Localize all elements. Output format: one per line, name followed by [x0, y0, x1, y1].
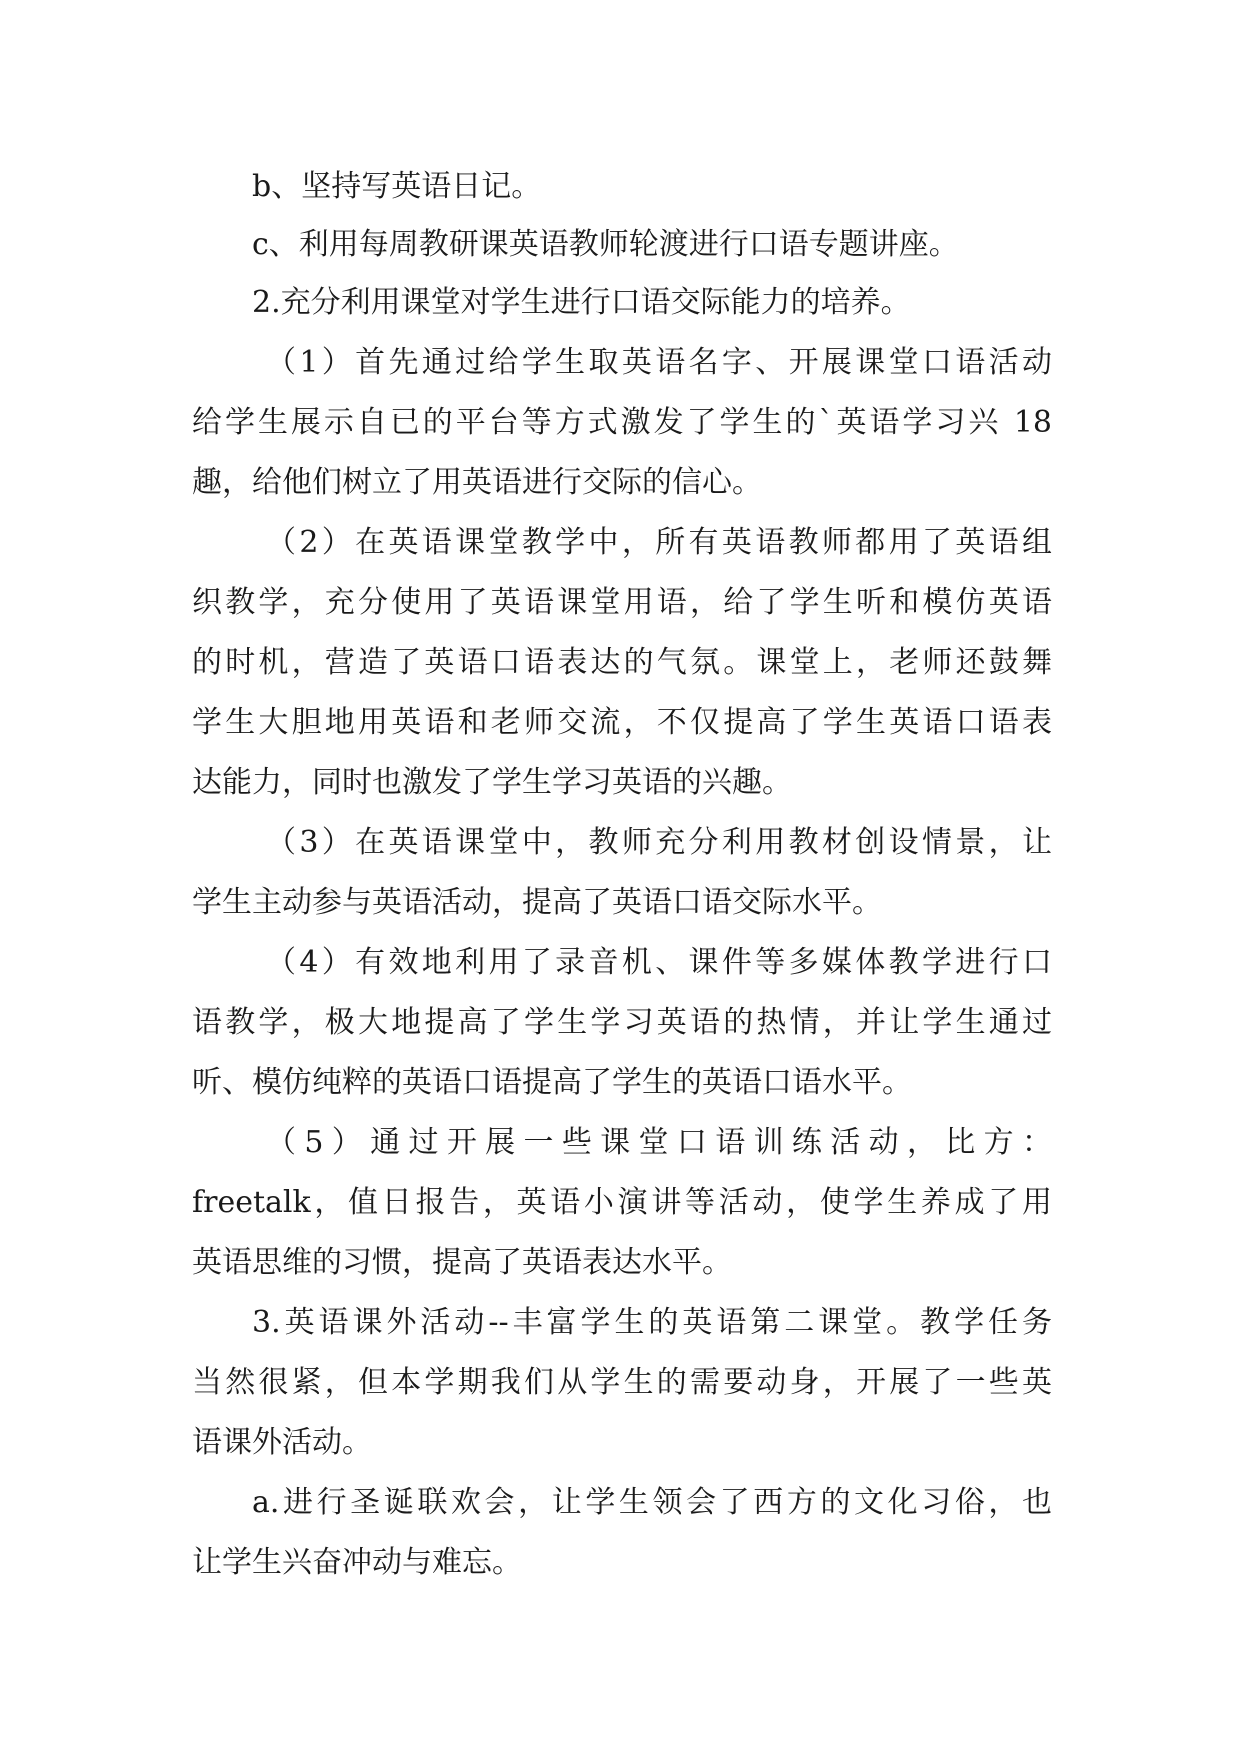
paragraph-line: （1）首先通过给学生取英语名字、开展课堂口语活动: [266, 345, 1052, 380]
paragraph-line: （5）通过开展一些课堂口语训练活动，比方：: [266, 1125, 1052, 1160]
paragraph-line: 语教学，极大地提高了学生学习英语的热情，并让学生通过: [192, 1005, 1052, 1040]
paragraph-line: 学生大胆地用英语和老师交流，不仅提高了学生英语口语表: [192, 705, 1052, 740]
paragraph-line: 当然很紧，但本学期我们从学生的需要动身，开展了一些英: [192, 1365, 1052, 1400]
paragraph-line: 让学生兴奋冲动与难忘。: [192, 1545, 522, 1580]
paragraph-line: （2）在英语课堂教学中，所有英语教师都用了英语组: [266, 525, 1052, 560]
paragraph-line: 3.英语课外活动--丰富学生的英语第二课堂。教学任务: [252, 1305, 1052, 1340]
paragraph-line: c、利用每周教研课英语教师轮渡进行口语专题讲座。: [252, 227, 959, 262]
paragraph-line: 织教学，充分使用了英语课堂用语，给了学生听和模仿英语: [192, 585, 1052, 620]
paragraph-line: 英语思维的习惯，提高了英语表达水平。: [192, 1245, 732, 1280]
paragraph-line: b、坚持写英语日记。: [252, 169, 542, 204]
paragraph-line: 学生主动参与英语活动，提高了英语口语交际水平。: [192, 885, 882, 920]
paragraph-line: a.进行圣诞联欢会，让学生领会了西方的文化习俗，也: [252, 1485, 1052, 1520]
paragraph-line: freetalk，值日报告，英语小演讲等活动，使学生养成了用: [192, 1185, 1052, 1220]
paragraph-line: 的时机，营造了英语口语表达的气氛。课堂上，老师还鼓舞: [192, 645, 1052, 680]
paragraph-line: 2.充分利用课堂对学生进行口语交际能力的培养。: [252, 285, 911, 320]
paragraph-line: 达能力，同时也激发了学生学习英语的兴趣。: [192, 765, 792, 800]
paragraph-line: 语课外活动。: [192, 1425, 372, 1460]
paragraph-line: 给学生展示自已的平台等方式激发了学生的`英语学习兴 18: [192, 405, 1052, 440]
paragraph-line: （4）有效地利用了录音机、课件等多媒体教学进行口: [266, 945, 1052, 980]
paragraph-line: （3）在英语课堂中，教师充分利用教材创设情景，让: [266, 825, 1052, 860]
paragraph-line: 趣，给他们树立了用英语进行交际的信心。: [192, 465, 762, 500]
paragraph-line: 听、模仿纯粹的英语口语提高了学生的英语口语水平。: [192, 1065, 912, 1100]
